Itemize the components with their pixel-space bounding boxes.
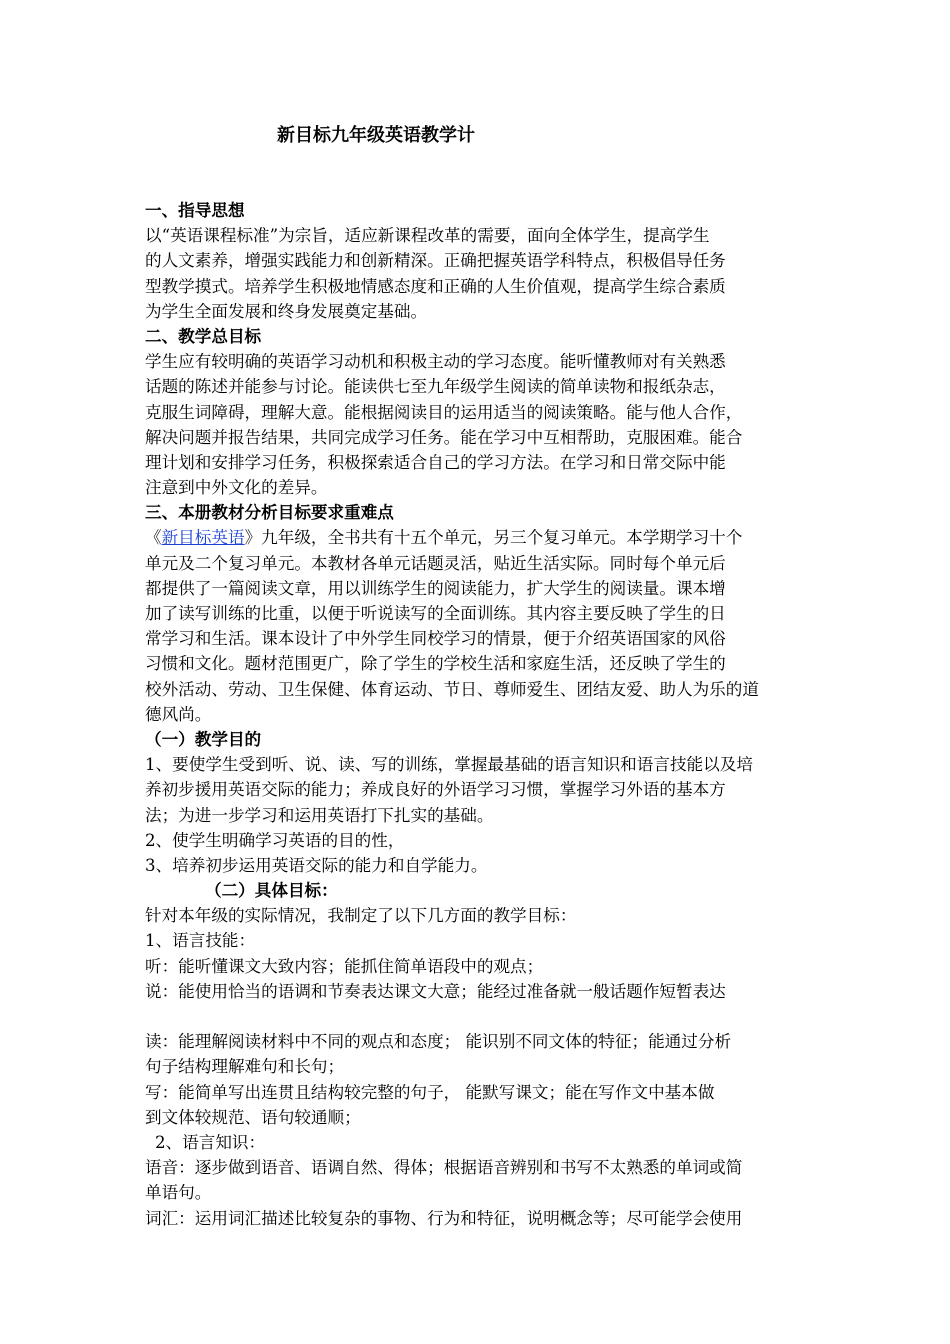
paragraph-line: 注意到中外文化的差异。 — [145, 478, 328, 498]
subsection-heading-specific-goals: （二）具体目标： — [205, 881, 338, 901]
bracket-open: 《 — [145, 528, 162, 548]
paragraph-line: 1、要使学生受到听、说、读、写的训练，掌握最基础的语言知识和语言技能以及培 — [145, 755, 753, 775]
section-heading-textbook-analysis: 三、本册教材分析目标要求重难点 — [145, 503, 394, 523]
paragraph-line: 读：能理解阅读材料中不同的观点和态度； 能识别不同文体的特征；能通过分析 — [145, 1032, 732, 1052]
paragraph-line: 话题的陈述并能参与讨论。能读供七至九年级学生阅读的简单读物和报纸杂志， — [145, 377, 726, 397]
paragraph-line: 养初步援用英语交际的能力；养成良好的外语学习习惯，掌握学习外语的基本方 — [145, 780, 726, 800]
paragraph-line: 1、语言技能： — [145, 931, 256, 951]
paragraph-line: 习惯和文化。题材范围更广，除了学生的学校生活和家庭生活，还反映了学生的 — [145, 654, 726, 674]
paragraph-line: 听：能听懂课文大致内容；能抓住简单语段中的观点； — [145, 956, 544, 976]
paragraph-line-with-link — [145, 525, 810, 550]
section-heading-overall-goals: 二、教学总目标 — [145, 326, 262, 346]
paragraph-line: 都提供了一篇阅读文章，用以训练学生的阅读能力，扩大学生的阅读量。课本增 — [145, 578, 726, 598]
paragraph-line: 解决问题并报告结果，共同完成学习任务。能在学习中互相帮助，克服困难。能合 — [145, 427, 743, 447]
paragraph-line-language-knowledge: 2、语言知识： — [155, 1132, 266, 1152]
subsection-heading-teaching-purpose: （一）教学目的 — [145, 729, 262, 749]
paragraph-line: 以“英语课程标准”为宗旨，适应新课程改革的需要，面向全体学生，提高学生 — [145, 226, 710, 246]
paragraph-line: 语音：逐步做到语音、语调自然、得体；根据语音辨别和书写不太熟悉的单词或简 — [145, 1158, 743, 1178]
paragraph-line: 针对本年级的实际情况，我制定了以下几方面的教学目标： — [145, 906, 577, 926]
paragraph-line: 德风尚。 — [145, 704, 212, 724]
paragraph-line: 单语句。 — [145, 1183, 212, 1203]
paragraph-line: 加了读写训练的比重，以便于听说读写的全面训练。其内容主要反映了学生的日 — [145, 604, 726, 623]
paragraph-line: 词汇：运用词汇描述比较复杂的事物、行为和特征，说明概念等；尽可能学会使用 — [145, 1208, 743, 1228]
paragraph-line: 说：能使用恰当的语调和节奏表达课文大意；能经过准备就一般话题作短暂表达 — [145, 981, 726, 1001]
paragraph-line: 写：能简单写出连贯且结构较完整的句子， 能默写课文；能在写作文中基本做 — [145, 1082, 715, 1102]
document-body — [145, 198, 810, 1231]
paragraph-line: 为学生全面发展和终身发展奠定基础。 — [145, 301, 428, 321]
paragraph-line: 2、使学生明确学习英语的目的性， — [145, 830, 405, 850]
paragraph-line: 单元及二个复习单元。本教材各单元话题灵活，贴近生活实际。同时每个单元后 — [145, 553, 726, 573]
paragraph-text: 》九年级，全书共有十五个单元，另三个复习单元。本学期学习十个 — [244, 528, 743, 548]
paragraph-line: 3、培养初步运用英语交际的能力和自学能力。 — [145, 855, 488, 875]
section-heading-guiding-ideology: 一、指导思想 — [145, 201, 245, 220]
blank-line — [145, 1004, 810, 1029]
textbook-link[interactable]: 新目标英语 — [161, 528, 245, 548]
paragraph-line: 的人文素养，增强实践能力和创新精深。正确把握英语学科特点，积极倡导任务 — [145, 251, 726, 271]
paragraph-line: 常学习和生活。课本设计了中外学生同校学习的情景，便于介绍英语国家的风俗 — [145, 629, 726, 649]
document-title: 新目标九年级英语教学计 — [277, 125, 475, 146]
paragraph-line: 理计划和安排学习任务，积极探索适合自己的学习方法。在学习和日常交际中能 — [145, 452, 726, 472]
paragraph-line: 型教学摸式。培养学生积极地情感态度和正确的人生价值观，提高学生综合素质 — [145, 276, 726, 296]
paragraph-line: 法；为进一步学习和运用英语打下扎实的基础。 — [145, 805, 494, 825]
paragraph-line: 句子结构理解难句和长句； — [145, 1057, 345, 1077]
paragraph-line: 校外活动、劳动、卫生保健、体育运动、节日、尊师爱生、团结友爱、助人为乐的道 — [145, 679, 759, 699]
paragraph-line: 学生应有较明确的英语学习动机和积极主动的学习态度。能听懂教师对有关熟悉 — [145, 352, 726, 372]
paragraph-line: 克服生词障碍，理解大意。能根据阅读目的运用适当的阅读策略。能与他人合作， — [145, 402, 743, 422]
paragraph-line: 到文体较规范、语句较通顺； — [145, 1107, 361, 1127]
